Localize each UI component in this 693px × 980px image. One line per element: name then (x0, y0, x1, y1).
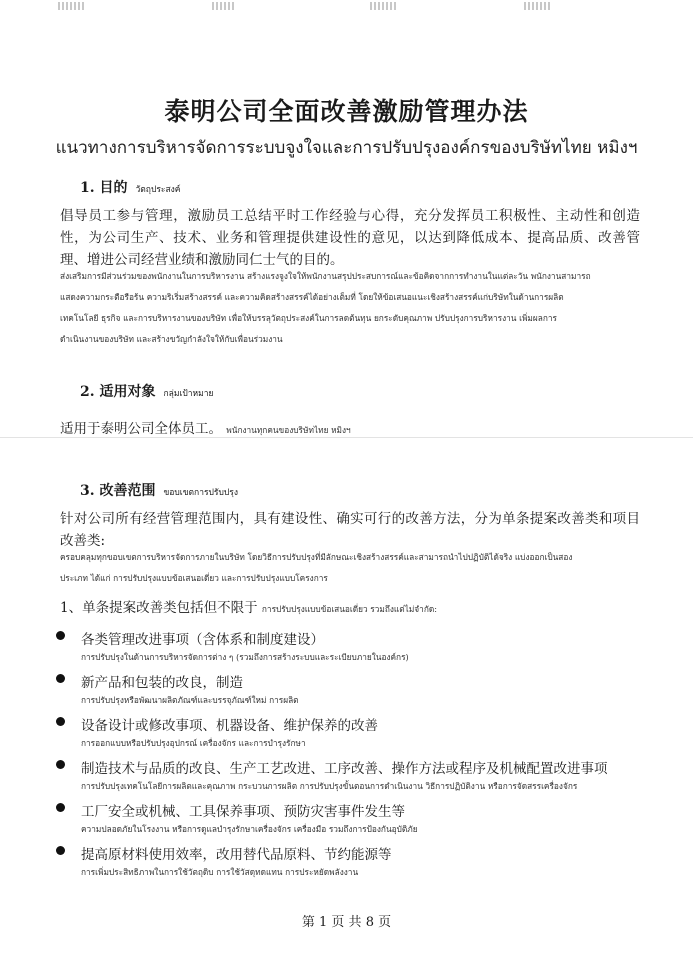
list-item (56, 628, 656, 671)
list-item-zh: 各类管理改进事项（含体系和制度建设） (81, 632, 324, 648)
list-item (56, 800, 656, 843)
improvement-scope-list (56, 628, 656, 886)
section-3-heading (80, 480, 238, 500)
thai-line: เทคโนโลยี ธุรกิจ และการบริหารงานของบริษัท เพื่อให้บรรลุวัตถุประสงค์ในการลดต้นทุน ยกระดับคุณภาพ ปรับปรุงการบริหารงาน เพิ่มผลการ (60, 313, 557, 323)
section-2-heading (80, 381, 214, 401)
section-3-heading-zh: 3. 改善范围 (80, 483, 156, 499)
section-3-body-th (60, 547, 640, 589)
list-item-th: ความปลอดภัยในโรงงาน หรือการดูแลบำรุงรักษาเครื่องจักร เครื่องมือ รวมถึงการป้องกันอุบัติภัย (81, 824, 418, 834)
list-item (56, 671, 656, 714)
list-item-th: การปรับปรุงหรือพัฒนาผลิตภัณฑ์และบรรจุภัณฑ์ใหม่ การผลิต (81, 695, 299, 705)
bullet-icon (56, 846, 65, 855)
thai-line: ดำเนินงานของบริษัท และสร้างขวัญกำลังใจให้กับเพื่อนร่วมงาน (60, 334, 283, 344)
list-item-th: การเพิ่มประสิทธิภาพในการใช้วัตถุดิบ การใช้วัสดุทดแทน การประหยัดพลังงาน (81, 867, 359, 877)
list-item-th: การออกแบบหรือปรับปรุงอุปกรณ์ เครื่องจักร และการบำรุงรักษา (81, 738, 306, 748)
thai-line: ครอบคลุมทุกขอบเขตการบริหารจัดการภายในบริษัท โดยวิธีการปรับปรุงที่มีลักษณะเชิงสร้างสรรค์และสามารถนำไปปฏิบัติได้จริง แบ่งออกเป็นสอง (60, 552, 573, 562)
list-item (56, 757, 656, 800)
section-3-body-zh: 针对公司所有经营管理范围内，具有建设性、确实可行的改善方法，分为单条提案改善类和项目改善类: (60, 511, 640, 549)
thai-line: ประเภท ได้แก่ การปรับปรุงแบบข้อเสนอเดี่ยว และการปรับปรุงแบบโครงการ (60, 573, 328, 583)
section-1-body-zh: 倡导员工参与管理，激励员工总结平时工作经验与心得，充分发挥员工积极性、主动性和创造性，为公司生产、技术、业务和管理提供建设性的意见，以达到降低成本、提高品质、改善管理、增进公司经营业绩和激励同仁士气的目的。 (60, 208, 640, 268)
bullet-icon (56, 717, 65, 726)
thai-line: ส่งเสริมการมีส่วนร่วมของพนักงานในการบริหารงาน สร้างแรงจูงใจให้พนักงานสรุปประสบการณ์และข้อคิดจากการทำงานในแต่ละวัน พนักงานสามารถ (60, 271, 591, 281)
bullet-icon (56, 674, 65, 683)
list-item-zh: 提高原材料使用效率，改用替代品原料、节约能源等 (81, 847, 392, 863)
bullet-icon (56, 631, 65, 640)
section-1-heading-th: วัตถุประสงค์ (135, 185, 181, 195)
list-item (56, 843, 656, 886)
list-item-th: การปรับปรุงในด้านการบริหารจัดการต่าง ๆ (รวมถึงการสร้างระบบและระเบียบภายในองค์กร) (81, 652, 409, 662)
scan-artifacts (0, 0, 693, 14)
section-3-heading-th: ขอบเขตการปรับปรุง (163, 488, 238, 498)
section-2-heading-zh: 2. 适用对象 (80, 384, 156, 400)
section-2-body (60, 418, 640, 441)
section-2-body-th: พนักงานทุกคนของบริษัทไทย หมิงฯ (226, 425, 351, 435)
list-item-zh: 新产品和包装的改良，制造 (81, 675, 243, 691)
list-item-zh: 设备设计或修改事项、机器设备、维护保养的改善 (81, 718, 378, 734)
page-number: 第 1 页 共 8 页 (301, 915, 392, 930)
section-1-heading (80, 177, 181, 197)
section-3-subheading-zh: 1、单条提案改善类包括但不限于 (60, 600, 258, 616)
list-item-zh: 制造技术与品质的改良、生产工艺改进、工序改善、操作方法或程序及机械配置改进事项 (81, 761, 608, 777)
section-3-subheading-th: การปรับปรุงแบบข้อเสนอเดี่ยว รวมถึงแต่ไม่จำกัด: (261, 604, 438, 614)
bullet-icon (56, 760, 65, 769)
section-3-subheading (60, 597, 640, 620)
section-2-body-zh: 适用于泰明公司全体员工。 (60, 421, 222, 437)
list-item-th: การปรับปรุงเทคโนโลยีการผลิตและคุณภาพ กระบวนการผลิต การปรับปรุงขั้นตอนการดำเนินงาน วิธีการปฏิบัติงาน หรือการจัดสรรเครื่องจักร (81, 781, 578, 791)
section-1-heading-zh: 1. 目的 (80, 180, 128, 196)
section-1-body-th (60, 266, 640, 350)
section-2-heading-th: กลุ่มเป้าหมาย (163, 389, 214, 399)
document-title: 泰明公司全面改善激励管理办法 (164, 97, 529, 126)
document-subtitle-thai: แนวทางการบริหารจัดการระบบจูงใจและการปรับปรุงองค์กรของบริษัทไทย หมิงฯ (55, 138, 638, 158)
bullet-icon (56, 803, 65, 812)
list-item-zh: 工厂安全或机械、工具保养事项、预防灾害事件发生等 (81, 804, 405, 820)
thai-line: แสดงความกระตือรือร้น ความริเริ่มสร้างสรรค์ และความคิดสร้างสรรค์ได้อย่างเต็มที่ โดยให้ข้อเสนอแนะเชิงสร้างสรรค์แก่บริษัทในด้านการผลิต (60, 292, 564, 302)
list-item (56, 714, 656, 757)
